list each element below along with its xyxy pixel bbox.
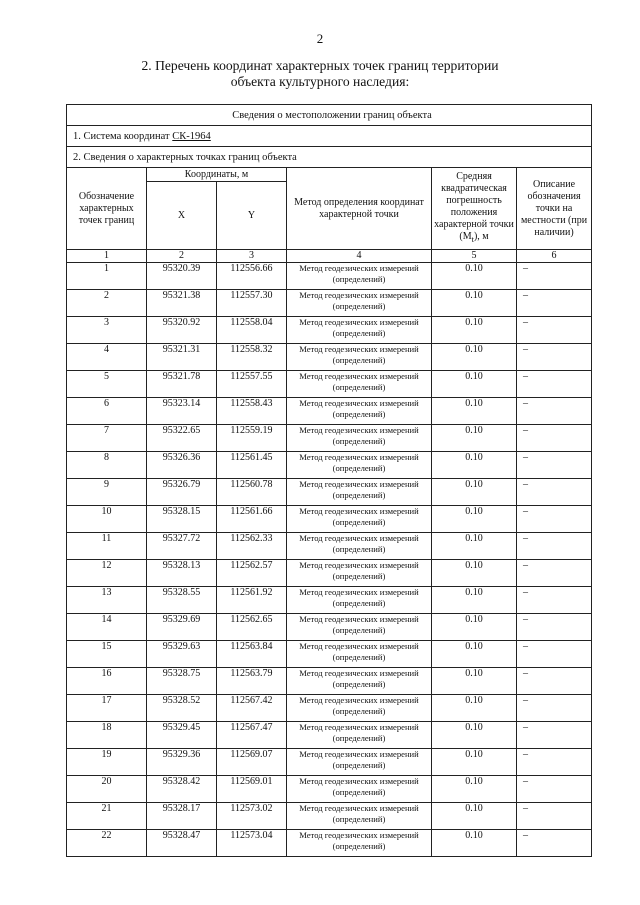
point-number-cell: 18 bbox=[67, 722, 147, 749]
method-cell: Метод геодезических измерений (определений) bbox=[287, 776, 432, 803]
method-cell: Метод геодезических измерений (определений) bbox=[287, 695, 432, 722]
point-number-cell: 9 bbox=[67, 479, 147, 506]
method-cell: Метод геодезических измерений (определений) bbox=[287, 533, 432, 560]
y-coordinate-cell: 112561.92 bbox=[217, 587, 287, 614]
col-y-header: Y bbox=[217, 182, 287, 250]
x-coordinate-cell: 95328.47 bbox=[147, 830, 217, 857]
point-number-cell: 22 bbox=[67, 830, 147, 857]
description-cell: – bbox=[517, 776, 592, 803]
x-coordinate-cell: 95329.69 bbox=[147, 614, 217, 641]
description-cell: – bbox=[517, 479, 592, 506]
description-cell: – bbox=[517, 614, 592, 641]
x-coordinate-cell: 95328.15 bbox=[147, 506, 217, 533]
y-coordinate-cell: 112558.43 bbox=[217, 398, 287, 425]
description-cell: – bbox=[517, 722, 592, 749]
x-coordinate-cell: 95328.52 bbox=[147, 695, 217, 722]
table-row bbox=[67, 803, 592, 830]
y-coordinate-cell: 112559.19 bbox=[217, 425, 287, 452]
method-cell: Метод геодезических измерений (определений) bbox=[287, 506, 432, 533]
error-cell: 0.10 bbox=[432, 398, 517, 425]
section-header: Сведения о местоположении границ объекта bbox=[67, 105, 592, 126]
y-coordinate-cell: 112558.32 bbox=[217, 344, 287, 371]
y-coordinate-cell: 112569.07 bbox=[217, 749, 287, 776]
error-cell: 0.10 bbox=[432, 776, 517, 803]
description-cell: – bbox=[517, 668, 592, 695]
column-numbers-row bbox=[67, 250, 592, 263]
description-cell: – bbox=[517, 344, 592, 371]
point-number-cell: 5 bbox=[67, 371, 147, 398]
error-cell: 0.10 bbox=[432, 425, 517, 452]
point-number-cell: 21 bbox=[67, 803, 147, 830]
method-cell: Метод геодезических измерений (определений) bbox=[287, 587, 432, 614]
point-number-cell: 15 bbox=[67, 641, 147, 668]
table-row bbox=[67, 371, 592, 398]
table-row bbox=[67, 722, 592, 749]
error-cell: 0.10 bbox=[432, 344, 517, 371]
method-cell: Метод геодезических измерений (определений) bbox=[287, 425, 432, 452]
y-coordinate-cell: 112562.33 bbox=[217, 533, 287, 560]
method-cell: Метод геодезических измерений (определений) bbox=[287, 641, 432, 668]
col-num-3: 3 bbox=[217, 250, 287, 263]
description-cell: – bbox=[517, 290, 592, 317]
x-coordinate-cell: 95327.72 bbox=[147, 533, 217, 560]
x-coordinate-cell: 95320.92 bbox=[147, 317, 217, 344]
x-coordinate-cell: 95321.78 bbox=[147, 371, 217, 398]
x-coordinate-cell: 95321.38 bbox=[147, 290, 217, 317]
point-number-cell: 14 bbox=[67, 614, 147, 641]
y-coordinate-cell: 112569.01 bbox=[217, 776, 287, 803]
description-cell: – bbox=[517, 560, 592, 587]
point-number-cell: 7 bbox=[67, 425, 147, 452]
y-coordinate-cell: 112556.66 bbox=[217, 263, 287, 290]
x-coordinate-cell: 95328.17 bbox=[147, 803, 217, 830]
table-row bbox=[67, 344, 592, 371]
y-coordinate-cell: 112573.04 bbox=[217, 830, 287, 857]
table-row bbox=[67, 317, 592, 344]
description-cell: – bbox=[517, 452, 592, 479]
error-cell: 0.10 bbox=[432, 695, 517, 722]
x-coordinate-cell: 95328.13 bbox=[147, 560, 217, 587]
table-row bbox=[67, 776, 592, 803]
description-cell: – bbox=[517, 587, 592, 614]
point-number-cell: 3 bbox=[67, 317, 147, 344]
col-method-header: Метод определения координат характерной точки bbox=[287, 168, 432, 250]
coord-system-value: СК-1964 bbox=[172, 130, 211, 142]
method-cell: Метод геодезических измерений (определений) bbox=[287, 317, 432, 344]
x-coordinate-cell: 95326.79 bbox=[147, 479, 217, 506]
col-num-4: 4 bbox=[287, 250, 432, 263]
point-number-cell: 6 bbox=[67, 398, 147, 425]
col-num-1: 1 bbox=[67, 250, 147, 263]
method-cell: Метод геодезических измерений (определений) bbox=[287, 803, 432, 830]
description-cell: – bbox=[517, 317, 592, 344]
table-row bbox=[67, 560, 592, 587]
x-coordinate-cell: 95320.39 bbox=[147, 263, 217, 290]
x-coordinate-cell: 95328.75 bbox=[147, 668, 217, 695]
method-cell: Метод геодезических измерений (определений) bbox=[287, 371, 432, 398]
error-cell: 0.10 bbox=[432, 533, 517, 560]
method-cell: Метод геодезических измерений (определений) bbox=[287, 668, 432, 695]
coord-system-label: 1. Система координат bbox=[73, 130, 170, 142]
method-cell: Метод геодезических измерений (определений) bbox=[287, 290, 432, 317]
table-row bbox=[67, 668, 592, 695]
point-number-cell: 1 bbox=[67, 263, 147, 290]
point-number-cell: 17 bbox=[67, 695, 147, 722]
point-number-cell: 4 bbox=[67, 344, 147, 371]
error-cell: 0.10 bbox=[432, 614, 517, 641]
coordinates-table bbox=[66, 104, 592, 857]
title-line-2: объекта культурного наследия: bbox=[230, 74, 410, 89]
y-coordinate-cell: 112573.02 bbox=[217, 803, 287, 830]
description-cell: – bbox=[517, 506, 592, 533]
method-cell: Метод геодезических измерений (определений) bbox=[287, 614, 432, 641]
description-cell: – bbox=[517, 803, 592, 830]
method-cell: Метод геодезических измерений (определений) bbox=[287, 479, 432, 506]
table-row bbox=[67, 641, 592, 668]
description-cell: – bbox=[517, 371, 592, 398]
title-line-1: 2. Перечень координат характерных точек границ территории bbox=[141, 58, 499, 73]
error-cell: 0.10 bbox=[432, 371, 517, 398]
x-coordinate-cell: 95329.63 bbox=[147, 641, 217, 668]
table-row bbox=[67, 533, 592, 560]
table-row bbox=[67, 506, 592, 533]
point-number-cell: 10 bbox=[67, 506, 147, 533]
x-coordinate-cell: 95328.42 bbox=[147, 776, 217, 803]
error-cell: 0.10 bbox=[432, 803, 517, 830]
table-row bbox=[67, 398, 592, 425]
point-number-cell: 8 bbox=[67, 452, 147, 479]
description-cell: – bbox=[517, 749, 592, 776]
description-cell: – bbox=[517, 533, 592, 560]
x-coordinate-cell: 95323.14 bbox=[147, 398, 217, 425]
y-coordinate-cell: 112561.66 bbox=[217, 506, 287, 533]
method-cell: Метод геодезических измерений (определений) bbox=[287, 398, 432, 425]
col-num-5: 5 bbox=[432, 250, 517, 263]
error-cell: 0.10 bbox=[432, 668, 517, 695]
description-cell: – bbox=[517, 263, 592, 290]
table-row bbox=[67, 452, 592, 479]
y-coordinate-cell: 112558.04 bbox=[217, 317, 287, 344]
point-number-cell: 20 bbox=[67, 776, 147, 803]
table-row bbox=[67, 263, 592, 290]
method-cell: Метод геодезических измерений (определений) bbox=[287, 749, 432, 776]
table-row bbox=[67, 425, 592, 452]
y-coordinate-cell: 112562.65 bbox=[217, 614, 287, 641]
error-cell: 0.10 bbox=[432, 587, 517, 614]
description-cell: – bbox=[517, 425, 592, 452]
y-coordinate-cell: 112557.30 bbox=[217, 290, 287, 317]
table-row bbox=[67, 830, 592, 857]
document-title bbox=[120, 58, 520, 90]
point-number-cell: 13 bbox=[67, 587, 147, 614]
col-num-2: 2 bbox=[147, 250, 217, 263]
x-coordinate-cell: 95329.36 bbox=[147, 749, 217, 776]
col-description-header: Описание обозначения точки на местности (при наличии) bbox=[517, 168, 592, 250]
x-coordinate-cell: 95326.36 bbox=[147, 452, 217, 479]
method-cell: Метод геодезических измерений (определений) bbox=[287, 722, 432, 749]
description-cell: – bbox=[517, 830, 592, 857]
table-row bbox=[67, 587, 592, 614]
points-header: 2. Сведения о характерных точках границ объекта bbox=[67, 147, 592, 168]
table-row bbox=[67, 479, 592, 506]
error-cell: 0.10 bbox=[432, 452, 517, 479]
col-point-designation-header: Обозначение характерных точек границ bbox=[67, 168, 147, 250]
x-coordinate-cell: 95322.65 bbox=[147, 425, 217, 452]
method-cell: Метод геодезических измерений (определений) bbox=[287, 452, 432, 479]
y-coordinate-cell: 112557.55 bbox=[217, 371, 287, 398]
table-row bbox=[67, 695, 592, 722]
table-row bbox=[67, 614, 592, 641]
coordinates-header: Координаты, м bbox=[147, 168, 287, 182]
method-cell: Метод геодезических измерений (определений) bbox=[287, 830, 432, 857]
point-number-cell: 11 bbox=[67, 533, 147, 560]
point-number-cell: 19 bbox=[67, 749, 147, 776]
page-number: 2 bbox=[316, 31, 324, 46]
y-coordinate-cell: 112567.42 bbox=[217, 695, 287, 722]
col-x-header: X bbox=[147, 182, 217, 250]
point-number-cell: 2 bbox=[67, 290, 147, 317]
method-cell: Метод геодезических измерений (определений) bbox=[287, 344, 432, 371]
error-cell: 0.10 bbox=[432, 722, 517, 749]
error-cell: 0.10 bbox=[432, 749, 517, 776]
coord-system-row bbox=[67, 126, 592, 147]
error-cell: 0.10 bbox=[432, 290, 517, 317]
y-coordinate-cell: 112560.78 bbox=[217, 479, 287, 506]
description-cell: – bbox=[517, 398, 592, 425]
method-cell: Метод геодезических измерений (определений) bbox=[287, 560, 432, 587]
error-cell: 0.10 bbox=[432, 479, 517, 506]
y-coordinate-cell: 112563.84 bbox=[217, 641, 287, 668]
error-cell: 0.10 bbox=[432, 263, 517, 290]
error-cell: 0.10 bbox=[432, 506, 517, 533]
col-error-header-text: Средняя квадратическая погрешность положения характерной точки $(M_t)$, м bbox=[434, 171, 514, 244]
y-coordinate-cell: 112562.57 bbox=[217, 560, 287, 587]
point-number-cell: 16 bbox=[67, 668, 147, 695]
error-cell: 0.10 bbox=[432, 641, 517, 668]
error-cell: 0.10 bbox=[432, 830, 517, 857]
method-cell: Метод геодезических измерений (определений) bbox=[287, 263, 432, 290]
description-cell: – bbox=[517, 641, 592, 668]
table-row bbox=[67, 749, 592, 776]
x-coordinate-cell: 95328.55 bbox=[147, 587, 217, 614]
error-cell: 0.10 bbox=[432, 560, 517, 587]
y-coordinate-cell: 112561.45 bbox=[217, 452, 287, 479]
x-coordinate-cell: 95321.31 bbox=[147, 344, 217, 371]
y-coordinate-cell: 112567.47 bbox=[217, 722, 287, 749]
x-coordinate-cell: 95329.45 bbox=[147, 722, 217, 749]
y-coordinate-cell: 112563.79 bbox=[217, 668, 287, 695]
table-row bbox=[67, 290, 592, 317]
col-num-6: 6 bbox=[517, 250, 592, 263]
col-error-header bbox=[432, 168, 517, 250]
description-cell: – bbox=[517, 695, 592, 722]
point-number-cell: 12 bbox=[67, 560, 147, 587]
error-cell: 0.10 bbox=[432, 317, 517, 344]
